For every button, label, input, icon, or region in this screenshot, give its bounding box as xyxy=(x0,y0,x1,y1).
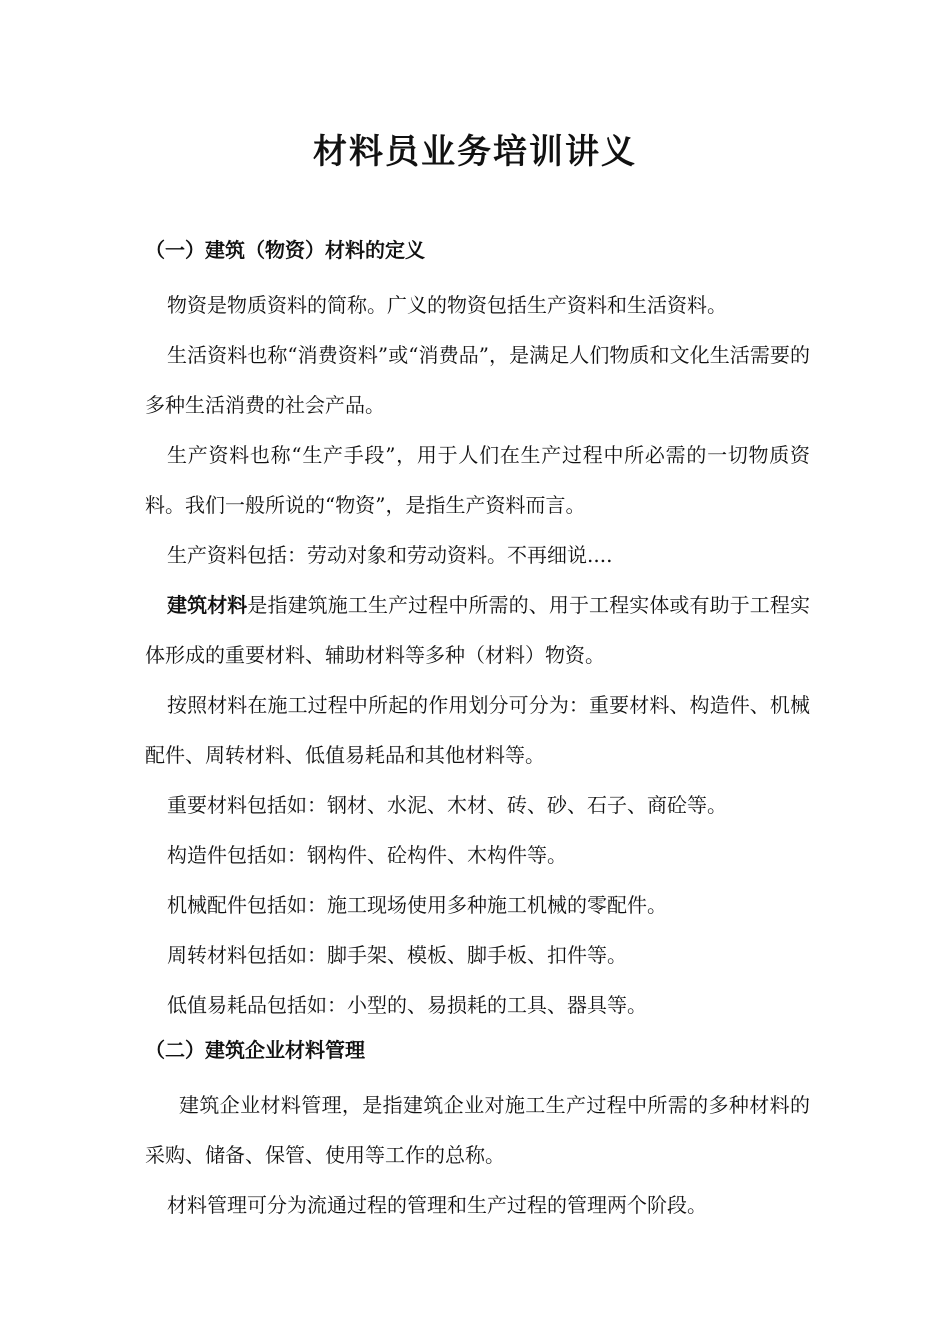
paragraph-living-materials: 生活资料也称“消费资料”或“消费品”，是满足人们物质和文化生活需要的多种生活消费的社会产品。 xyxy=(145,343,810,417)
document-body xyxy=(145,230,810,1230)
paragraph-management-stages: 材料管理可分为流通过程的管理和生产过程的管理两个阶段。 xyxy=(167,1193,707,1217)
paragraph-main-materials: 重要材料包括如：钢材、水泥、木材、砖、砂、石子、商砼等。 xyxy=(167,793,727,817)
section-heading-definition: （一）建筑（物资）材料的定义 xyxy=(145,238,425,262)
paragraph-materials-definition: 物资是物质资料的简称。广义的物资包括生产资料和生活资料。 xyxy=(167,293,727,317)
building-materials-definition: 是指建筑施工生产过程中所需的、用于工程实体或有助于工程实体形成的重要材料、辅助材料等多种（材料）物资。 xyxy=(145,593,811,667)
paragraph-components: 构造件包括如：钢构件、砼构件、木构件等。 xyxy=(167,843,567,867)
document-title: 材料员业务培训讲义 xyxy=(313,132,637,172)
paragraph-machine-parts: 机械配件包括如：施工现场使用多种施工机械的零配件。 xyxy=(167,893,667,917)
paragraph-consumables: 低值易耗品包括如：小型的、易损耗的工具、器具等。 xyxy=(167,993,647,1017)
paragraph-classification: 按照材料在施工过程中所起的作用划分可分为：重要材料、构造件、机械配件、周转材料、低值易耗品和其他材料等。 xyxy=(145,693,810,767)
building-materials-term: 建筑材料 xyxy=(167,593,248,617)
paragraph-production-materials: 生产资料也称“生产手段”，用于人们在生产过程中所必需的一切物质资料。我们一般所说的“物资”，是指生产资料而言。 xyxy=(145,443,810,517)
paragraph-turnover-materials: 周转材料包括如：脚手架、模板、脚手板、扣件等。 xyxy=(167,943,627,967)
paragraph-production-materials-include: 生产资料包括：劳动对象和劳动资料。不再细说.... xyxy=(167,543,613,567)
paragraph-management-definition: 建筑企业材料管理，是指建筑企业对施工生产过程中所需的多种材料的采购、储备、保管、使用等工作的总称。 xyxy=(145,1093,810,1167)
section-heading-management: （二）建筑企业材料管理 xyxy=(145,1038,365,1062)
paragraph-building-materials xyxy=(145,580,810,680)
